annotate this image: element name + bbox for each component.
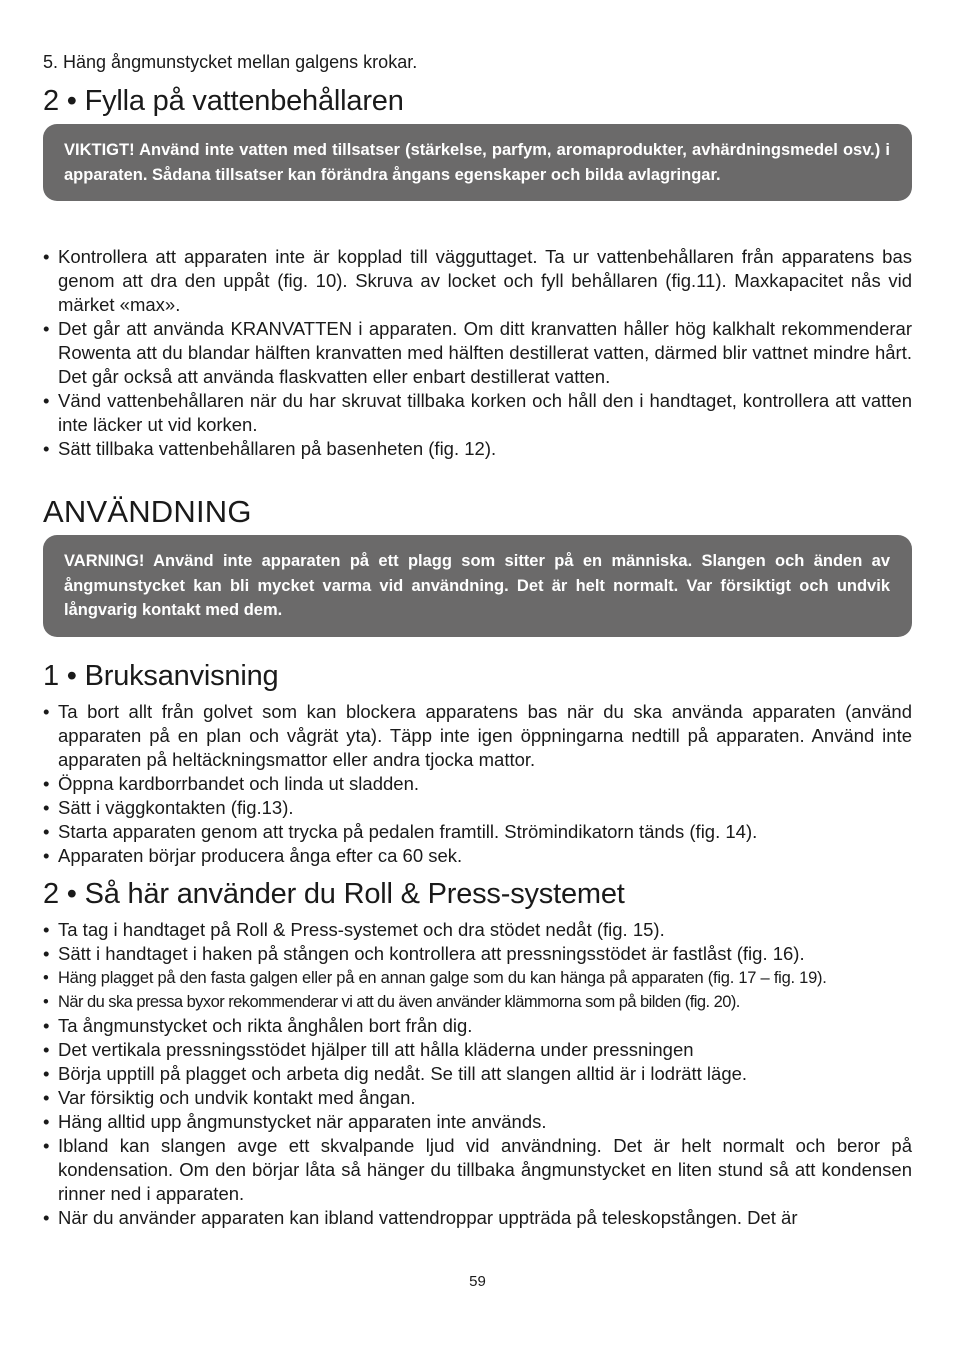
list-item: • Sätt i väggkontakten (fig.13). <box>43 796 912 820</box>
heading-fill-water-tank: 2 • Fylla på vattenbehållaren <box>43 85 404 117</box>
list-item: • Vänd vattenbehållaren när du har skruvat tillbaka korken och håll den i handtaget, kontrollera att vatten inte läcker ut vid korken. <box>43 389 912 437</box>
important-note: VIKTIGT! Använd inte vatten med tillsatser (stärkelse, parfym, aromaprodukter, avhärdningsmedel osv.) i apparaten. Sådana tillsatser kan förändra ångans egenskaper och bilda avlagringar. <box>43 124 912 201</box>
list-item: • Ta ångmunstycket och rikta ånghålen bort från dig. <box>43 1014 912 1038</box>
heading-roll-press: 2 • Så här använder du Roll & Press-systemet <box>43 878 625 910</box>
heading-usage: ANVÄNDNING <box>43 494 252 529</box>
list-item: • Var försiktig och undvik kontakt med ångan. <box>43 1086 912 1110</box>
list-item: • Sätt tillbaka vattenbehållaren på basenheten (fig. 12). <box>43 437 912 461</box>
warning-note: VARNING! Använd inte apparaten på ett plagg som sitter på en människa. Slangen och änden av ångmunstycket kan bli mycket varma vid användning. Det är helt normalt. Var försiktigt och undvik långvarig kontakt med dem. <box>43 535 912 637</box>
list-item: • Apparaten börjar producera ånga efter ca 60 sek. <box>43 844 912 868</box>
roll-press-list <box>43 918 912 1230</box>
heading-instructions: 1 • Bruksanvisning <box>43 660 279 692</box>
list-item: • Häng plagget på den fasta galgen eller på en annan galge som du kan hänga på apparaten (fig. 17 – fig. 19). <box>43 966 912 990</box>
list-item: • Sätt i handtaget i haken på stången och kontrollera att pressningsstödet är fastlåst (fig. 16). <box>43 942 912 966</box>
fill-instructions-list <box>43 245 912 461</box>
list-item: • Det går att använda KRANVATTEN i apparaten. Om ditt kranvatten håller hög kalkhalt rekommenderar Rowenta att du blandar hälften kranvatten med hälften destillerat vatten, därmed blir vattnet mindre hårt. Det går också att använda flaskvatten eller enbart destillerat vatten. <box>43 317 912 389</box>
list-item: • Ta tag i handtaget på Roll & Press-systemet och dra stödet nedåt (fig. 15). <box>43 918 912 942</box>
instructions-list <box>43 700 912 868</box>
list-item: • Häng alltid upp ångmunstycket när apparaten inte används. <box>43 1110 912 1134</box>
list-item: • Ibland kan slangen avge ett skvalpande ljud vid användning. Det är helt normalt och beror på kondensation. Om den börjar låta så hänger du tillbaka ångmunstycket en liten stund så att kondensen rinner ned i apparaten. <box>43 1134 912 1206</box>
intro-step: 5. Häng ångmunstycket mellan galgens krokar. <box>43 52 418 72</box>
list-item: • Ta bort allt från golvet som kan blockera apparatens bas när du ska använda apparaten (använd apparaten på en plan och vågrät yta). Täpp inte igen öppningarna nedtill på apparaten. Använd inte apparaten på heltäckningsmattor eller andra tjocka mattor. <box>43 700 912 772</box>
list-item: • Börja upptill på plagget och arbeta dig nedåt. Se till att slangen alltid är i lodrätt läge. <box>43 1062 912 1086</box>
list-item: • När du ska pressa byxor rekommenderar vi att du även använder klämmorna som på bilden (fig. 20). <box>43 990 912 1014</box>
list-item: • Kontrollera att apparaten inte är kopplad till vägguttaget. Ta ur vattenbehållaren från apparatens bas genom att dra den uppåt (fig. 10). Skruva av locket och fyll behållaren (fig.11). Maxkapacitet nås vid märket «max». <box>43 245 912 317</box>
list-item: • Starta apparaten genom att trycka på pedalen framtill. Strömindikatorn tänds (fig. 14). <box>43 820 912 844</box>
page-number: 59 <box>469 1273 486 1290</box>
list-item: • Öppna kardborrbandet och linda ut sladden. <box>43 772 912 796</box>
list-item: • Det vertikala pressningsstödet hjälper till att hålla kläderna under pressningen <box>43 1038 912 1062</box>
list-item: • När du använder apparaten kan ibland vattendroppar uppträda på teleskopstången. Det är <box>43 1206 912 1230</box>
